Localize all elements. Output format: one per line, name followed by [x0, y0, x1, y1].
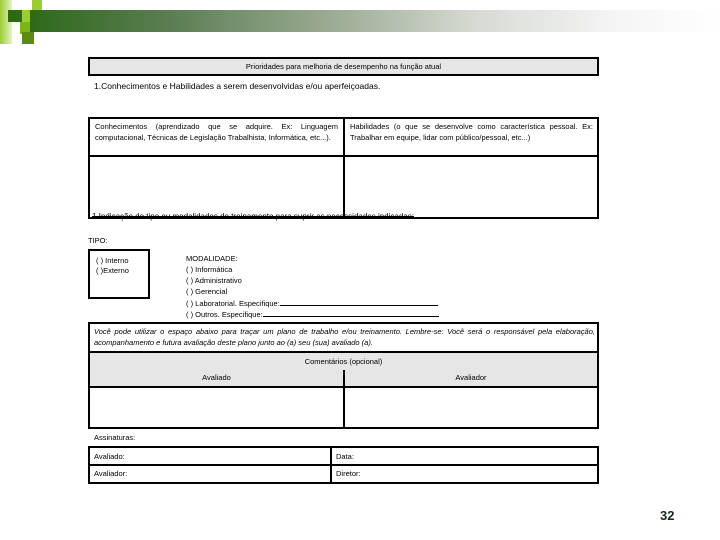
logo-square: [8, 10, 22, 22]
divider: [90, 464, 597, 466]
tipo-externo-option[interactable]: ( )Externo: [96, 266, 129, 275]
modalidade-label: MODALIDADE:: [186, 254, 238, 263]
col-avaliador: Avaliador: [455, 373, 487, 382]
title-box: [88, 57, 599, 76]
signature-avaliador[interactable]: Avaliador:: [94, 469, 128, 478]
plan-instructions: Você pode utilizar o espaço abaixo para traçar um plano de trabalho e/ou treinamento. Lembre-se: Você será o responsável pela elaboração, acompanhamento e futura avaliação deste plano junto ao (a) seu (sua) avaliado (a).: [94, 327, 595, 347]
avaliador-comments-area[interactable]: [348, 388, 596, 426]
habilidades-input-area[interactable]: [348, 157, 594, 215]
signature-data[interactable]: Data:: [336, 452, 354, 461]
outros-specify-field[interactable]: [263, 308, 439, 317]
header-gradient-bar: [30, 10, 720, 32]
conhecimentos-input-area[interactable]: [93, 157, 339, 215]
avaliado-comments-area[interactable]: [92, 388, 340, 426]
laboratorial-specify-field[interactable]: [280, 297, 438, 306]
col-avaliado: Avaliado: [202, 373, 231, 382]
modalidade-informatica-option[interactable]: ( ) Informática: [186, 265, 233, 274]
section1-heading: 1.Conhecimentos e Habilidades a serem desenvolvidas e/ou aperfeiçoadas.: [94, 81, 381, 91]
skills-table: [88, 117, 599, 219]
comments-label: Comentários (opcional): [304, 357, 383, 366]
signatures-label: Assinaturas:: [94, 433, 136, 442]
page-title: Prioridades para melhoria de desempenho na função atual: [245, 62, 442, 71]
plan-table: [88, 322, 599, 429]
signature-avaliado[interactable]: Avaliado:: [94, 452, 125, 461]
habilidades-cell: Habilidades (o que se desenvolve como característica pessoal. Ex: Trabalhar em equipe, lidar com público/pessoal, etc...): [350, 122, 593, 142]
modalidade-gerencial-option[interactable]: ( ) Gerencial: [186, 287, 228, 296]
logo-square: [32, 0, 42, 10]
section2-heading: 1.Indicação do tipo ou modalidades de treinamento para suprir as necessidades indicadas:: [92, 212, 414, 221]
tipo-interno-option[interactable]: ( ) Interno: [96, 256, 129, 265]
modalidade-administrativo-option[interactable]: ( ) Administrativo: [186, 276, 242, 285]
page-number: 32: [660, 508, 675, 523]
comments-header: [90, 351, 597, 372]
signatures-table: [88, 446, 599, 484]
logo-square: [22, 32, 34, 44]
divider: [343, 370, 345, 427]
divider: [330, 448, 332, 482]
laboratorial-label: ( ) Laboratorial. Especifique:: [186, 299, 280, 308]
tipo-box: [88, 249, 150, 299]
tipo-label: TIPO:: [88, 236, 108, 245]
outros-label: ( ) Outros. Especifique:: [186, 310, 263, 319]
signature-diretor[interactable]: Diretor:: [336, 469, 361, 478]
modalidade-outros-option[interactable]: [186, 308, 439, 320]
logo-square: [0, 0, 12, 44]
divider: [343, 119, 345, 217]
conhecimentos-cell: Conhecimentos (aprendizado que se adquire. Ex: Linguagem computacional, Técnicas de Legislação Trabalhista, Informática, etc...).: [95, 122, 338, 142]
